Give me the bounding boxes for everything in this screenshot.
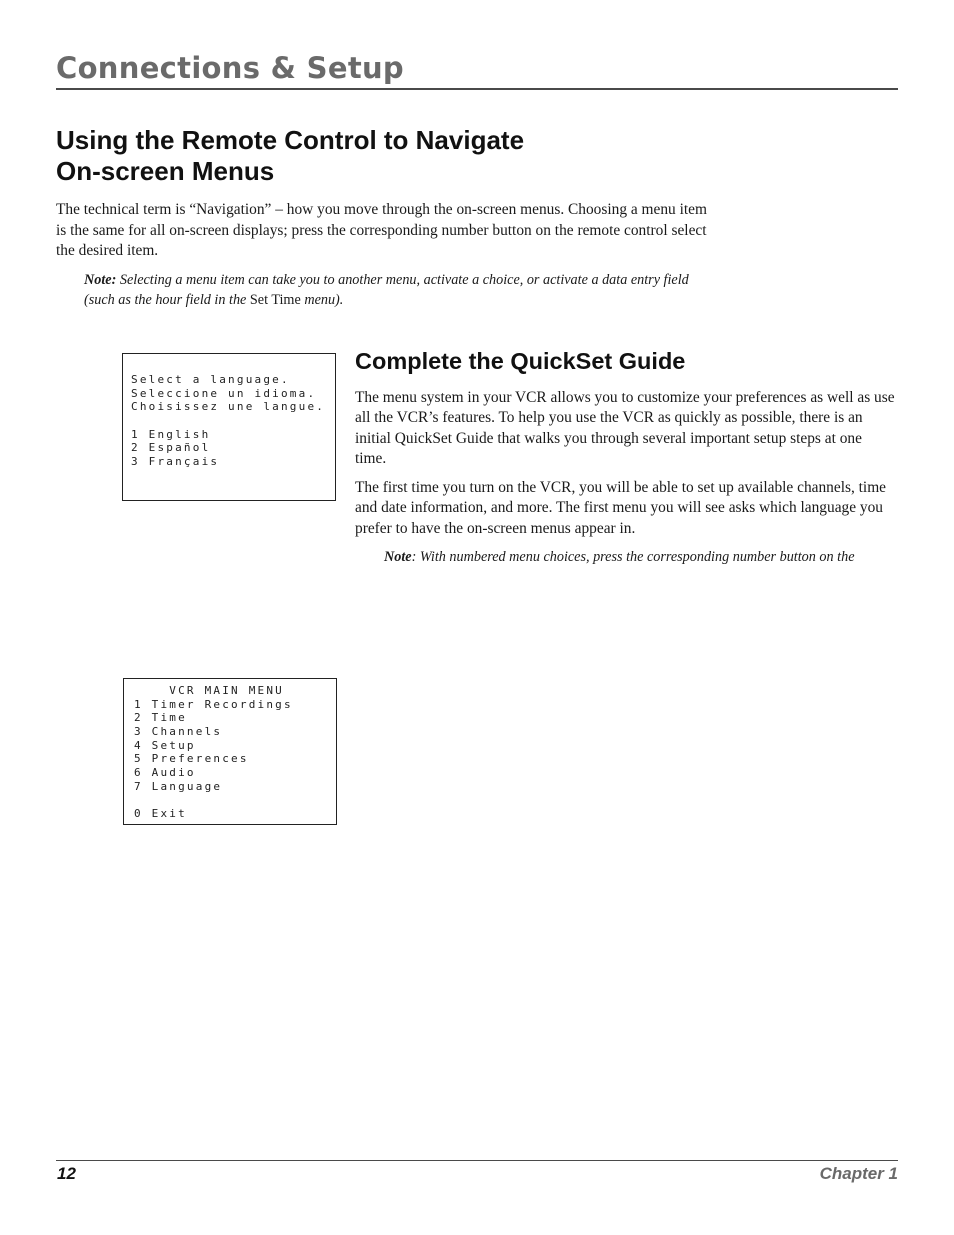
- screen-menu-item: 3 Channels: [134, 725, 223, 739]
- quickset-note-text: : With numbered menu choices, press the corresponding number button on the: [411, 549, 855, 565]
- screen-menu-item: 5 Preferences: [134, 752, 249, 766]
- intro-paragraph: The technical term is “Navigation” – how you move through the on-screen menus. Choosing a menu item is the same for all on-screen displays; press the corresponding number button on the remote control select the desired item.: [56, 201, 707, 259]
- screen-menu-item: 2 Time: [134, 711, 187, 725]
- screen-option-francais: 3 Français: [131, 455, 220, 469]
- section-title-line-2: On-screen Menus: [56, 156, 275, 186]
- page-number: 12: [57, 1164, 76, 1183]
- screen-menu-exit: 0 Exit: [134, 807, 187, 821]
- screen-line: Seleccione un idioma.: [131, 386, 317, 400]
- vcr-main-menu-screen: [123, 678, 337, 825]
- quickset-note: [384, 548, 904, 568]
- header-divider: [56, 88, 898, 90]
- screen-menu-item: 6 Audio: [134, 766, 196, 780]
- screen-option-espanol: 2 Español: [131, 441, 211, 455]
- quickset-note-label: Note: [384, 549, 412, 565]
- screen-menu-item: 1 Timer Recordings: [134, 697, 293, 711]
- quickset-paragraph-2: The first time you turn on the VCR, you will be able to set up available channels, time and date information, and more. The first menu you will see asks which language you prefer to have the on-screen menus appear in.: [355, 479, 887, 537]
- screen-line: Select a language.: [131, 373, 290, 386]
- section-title: [56, 125, 676, 187]
- footer-divider: [56, 1160, 898, 1161]
- screen-menu-title: VCR MAIN MENU: [134, 684, 284, 697]
- note-text-before: Selecting a menu item can take you to another menu, activate a choice, or activate a data entry field (such as the hour field in the: [84, 272, 689, 308]
- note-menu-name: Set Time: [249, 291, 301, 308]
- screen-line: Choisissez une langue.: [131, 400, 326, 414]
- screen-menu-item: 4 Setup: [134, 738, 196, 752]
- navigation-note: [84, 271, 714, 310]
- language-menu-screen: [122, 353, 336, 501]
- screen-option-english: 1 English: [131, 427, 211, 441]
- chapter-label: Chapter 1: [819, 1164, 898, 1183]
- note-label: Note:: [84, 272, 117, 288]
- screen-line: [134, 794, 336, 808]
- screen-line: [131, 414, 335, 428]
- section-title-line-1: Using the Remote Control to Navigate: [56, 125, 525, 155]
- quickset-title: Complete the QuickSet Guide: [355, 348, 686, 374]
- note-text-after: menu).: [300, 291, 344, 308]
- chapter-header-title: Connections & Setup: [56, 51, 404, 85]
- quickset-paragraph-1: The menu system in your VCR allows you to customize your preferences as well as use all the VCR’s features. To help you use the VCR as quickly as possible, there is an initial QuickSet Guide that walks you through several important setup steps at one time.: [355, 389, 895, 468]
- screen-menu-item: 7 Language: [134, 779, 223, 793]
